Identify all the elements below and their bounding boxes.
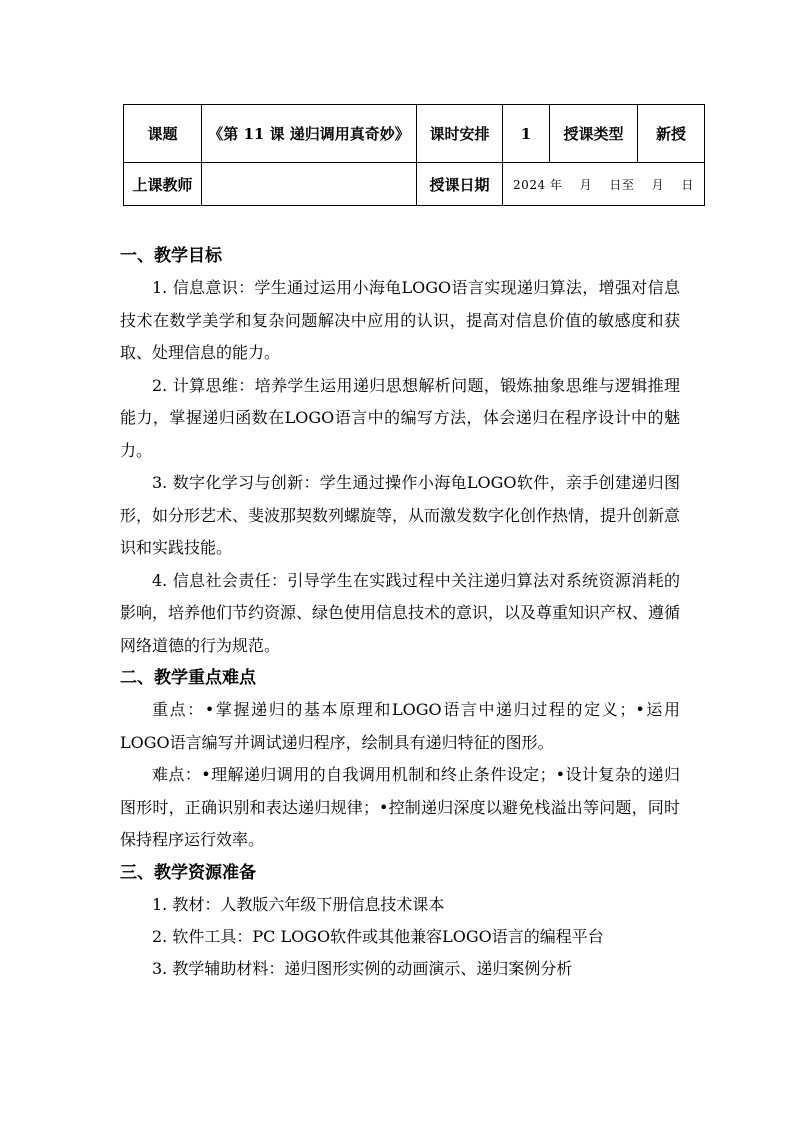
type-label: 授课类型: [550, 105, 638, 163]
objective-item-3: 3. 数字化学习与创新：学生通过操作小海龟LOGO软件，亲手创建递归图形，如分形艺术、斐波那契数列螺旋等，从而激发数字化创作热情，提升创新意识和实践技能。: [120, 473, 681, 557]
teacher-value: [202, 163, 417, 206]
resource-item-2: 2. 软件工具：PC LOGO软件或其他兼容LOGO语言的编程平台: [152, 926, 604, 946]
info-row-1: [124, 105, 705, 163]
objective-item-4: 4. 信息社会责任：引导学生在实践过程中关注递归算法对系统资源消耗的影响，培养他们节约资源、绿色使用信息技术的意识，以及尊重知识产权、遵循网络道德的行为规范。: [120, 570, 681, 655]
hours-value: 1: [503, 105, 550, 163]
key-point-difficulty: 难点：•理解递归调用的自我调用机制和终止条件设定；•设计复杂的递归图形时，正确识别和表达递归规律；•控制递归深度以避免栈溢出等问题，同时保持程序运行效率。: [120, 765, 680, 849]
resource-item-1: 1. 教材：人教版六年级下册信息技术课本: [152, 894, 445, 914]
key-point-focus: 重点：•掌握递归的基本原理和LOGO语言中递归过程的定义；•运用 LOGO语言编写并调试递归程序，绘制具有递归特征的图形。: [120, 700, 680, 752]
hours-label: 课时安排: [417, 105, 503, 163]
teacher-label: 上课教师: [124, 163, 202, 206]
topic-value: 《第 11 课 递归调用真奇妙》: [202, 105, 417, 163]
lesson-plan-body: [120, 240, 680, 985]
topic-label: 课题: [124, 105, 202, 163]
date-value: 2024 年 月 日至 月 日: [503, 163, 705, 206]
section-title-key-points: 二、教学重点难点: [120, 668, 256, 688]
section-title-objectives: 一、教学目标: [120, 246, 222, 266]
lesson-info-table: [123, 104, 705, 206]
info-row-2: [124, 163, 705, 206]
section-title-resources: 三、教学资源准备: [120, 862, 256, 883]
type-value: 新授: [638, 105, 705, 163]
date-label: 授课日期: [417, 163, 503, 206]
objective-item-2: 2. 计算思维：培养学生运用递归思想解析问题，锻炼抽象思维与逻辑推理能力，掌握递归函数在LOGO语言中的编写方法，体会递归在程序设计中的魅力。: [120, 375, 680, 460]
objective-item-1: 1. 信息意识：学生通过运用小海龟LOGO语言实现递归算法，增强对信息技术在数学美学和复杂问题解决中应用的认识，提高对信息价值的敏感度和获取、处理信息的能力。: [120, 278, 680, 362]
resource-item-3: 3. 教学辅助材料：递归图形实例的动画演示、递归案例分析: [152, 958, 573, 978]
